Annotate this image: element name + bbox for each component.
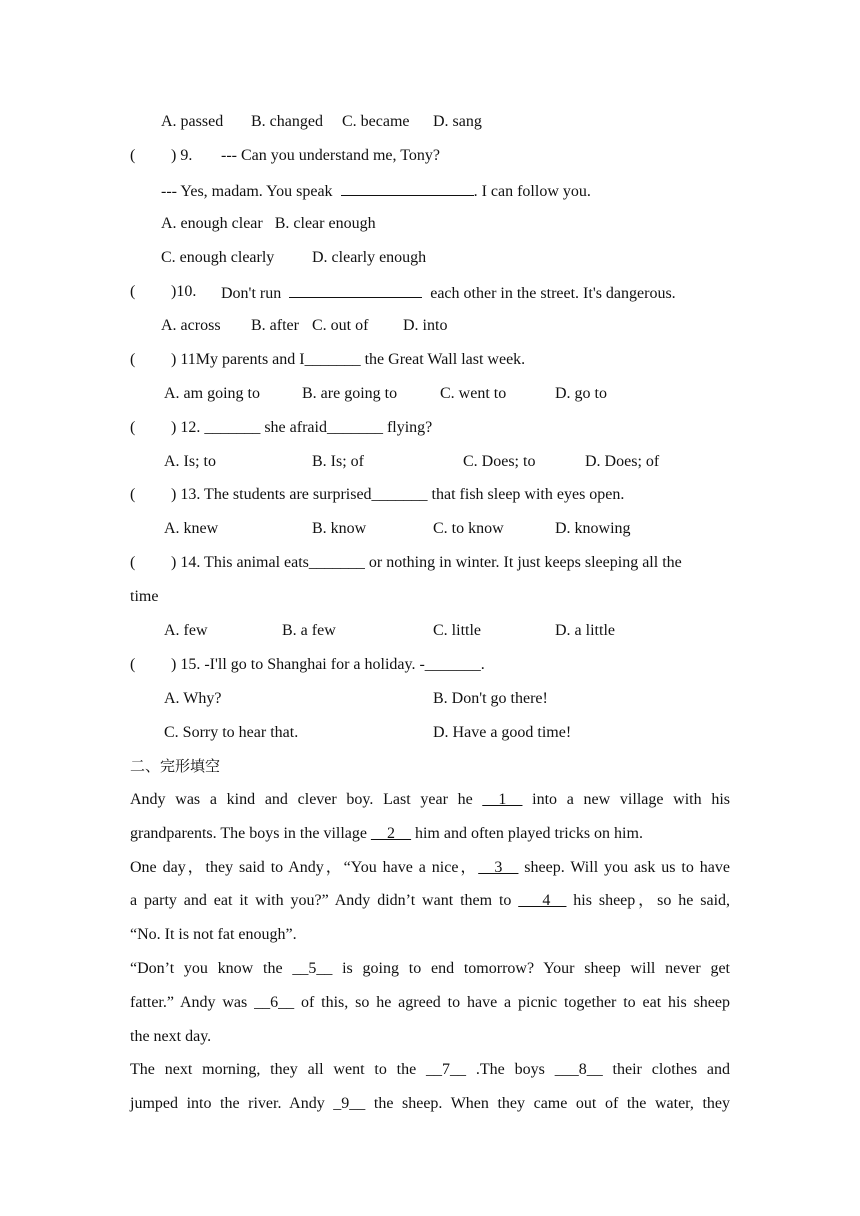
q12-option-d: D. Does; of	[585, 453, 660, 470]
q9-number: ) 9.	[171, 147, 193, 164]
q9-reply-after: . I can follow you.	[473, 183, 591, 200]
q14-option-c: C. little	[433, 622, 481, 639]
q12-option-a: A. Is; to	[164, 453, 216, 470]
q14-paren: (	[130, 554, 136, 571]
q10-number: )10.	[171, 283, 197, 300]
q12-option-b: B. Is; of	[312, 453, 364, 470]
cloze-text: Andy was a kind and clever boy. Last year he	[130, 791, 473, 808]
cloze-text: him and often played tricks on him.	[414, 825, 643, 842]
q14-text: ) 14. This animal eats_______ or nothing in winter. It just keeps sleeping all the	[171, 554, 682, 571]
q13-option-c: C. to know	[433, 520, 504, 537]
cloze-p2-line3: “No. It is not fat enough”.	[130, 926, 297, 943]
q11-option-b: B. are going to	[302, 385, 398, 402]
cloze-p3-line2: fatter.” Andy was __6__ of this, so he agreed to have a picnic together to eat his sheep	[130, 994, 730, 1011]
cloze-text: One day，they said to Andy，“You have a nice，	[130, 859, 479, 876]
q14-text-continued: time	[130, 588, 159, 605]
q11-option-c: C. went to	[440, 385, 507, 402]
q14-option-b: B. a few	[282, 622, 336, 639]
q10-before: Don't run	[221, 285, 282, 302]
q8-option-a: A. passed	[161, 113, 224, 130]
q15-option-d: D. Have a good time!	[433, 724, 572, 741]
q10-option-d: D. into	[403, 317, 448, 334]
section-heading-cloze: 二、完形填空	[130, 757, 221, 775]
q8-option-d: D. sang	[433, 113, 482, 130]
cloze-blank-2: __2__	[370, 825, 411, 842]
q8-option-b: B. changed	[251, 113, 323, 130]
q9-stem: --- Can you understand me, Tony?	[221, 147, 440, 164]
q12-paren: (	[130, 419, 136, 436]
cloze-p1-line2	[130, 824, 643, 844]
q9-options-row1: A. enough clear B. clear enough	[161, 215, 376, 232]
q11-option-d: D. go to	[555, 385, 607, 402]
q13-option-a: A. knew	[164, 520, 219, 537]
q8-option-c: C. became	[342, 113, 410, 130]
q14-option-d: D. a little	[555, 622, 615, 639]
q15-text: ) 15. -I'll go to Shanghai for a holiday. -_______.	[171, 656, 485, 673]
cloze-p4-line2: jumped into the river. Andy _9__ the sheep. When they came out of the water, they	[130, 1095, 730, 1112]
cloze-p4-line1: The next morning, they all went to the __7__ .The boys ___8__ their clothes and	[130, 1061, 730, 1078]
q10-after: each other in the street. It's dangerous.	[430, 285, 676, 302]
q15-paren: (	[130, 656, 136, 673]
cloze-p3-line1: “Don’t you know the __5__ is going to end tomorrow? Your sheep will never get	[130, 960, 730, 977]
q10-option-b: B. after	[251, 317, 299, 334]
q11-paren: (	[130, 351, 136, 368]
q13-option-b: B. know	[312, 520, 367, 537]
q10-stem	[221, 282, 676, 304]
q9-answer-blank	[341, 180, 474, 196]
q15-option-c: C. Sorry to hear that.	[164, 724, 299, 741]
cloze-p2-line1	[130, 858, 730, 878]
q13-text: ) 13. The students are surprised_______ that fish sleep with eyes open.	[171, 486, 625, 503]
cloze-blank-3: __3__	[478, 859, 519, 876]
cloze-text: grandparents. The boys in the village	[130, 825, 367, 842]
cloze-text: sheep. Will you ask us to have	[524, 859, 730, 876]
q14-option-a: A. few	[164, 622, 208, 639]
cloze-text: into a new village with his	[532, 791, 730, 808]
q9-reply	[161, 180, 591, 202]
q13-option-d: D. knowing	[555, 520, 631, 537]
cloze-p2-line2	[130, 891, 730, 911]
q15-option-b: B. Don't go there!	[433, 690, 548, 707]
q10-paren: (	[130, 283, 136, 300]
cloze-blank-1: __1__	[482, 791, 523, 808]
q10-answer-blank	[289, 282, 422, 298]
cloze-blank-4: ___4__	[518, 892, 567, 909]
q12-text: ) 12. _______ she afraid_______ flying?	[171, 419, 433, 436]
q11-option-a: A. am going to	[164, 385, 260, 402]
q9-reply-before: --- Yes, madam. You speak	[161, 183, 333, 200]
q12-option-c: C. Does; to	[463, 453, 536, 470]
q9-paren: (	[130, 147, 136, 164]
q15-option-a: A. Why?	[164, 690, 222, 707]
q11-text: ) 11My parents and I_______ the Great Wall last week.	[171, 351, 526, 368]
q10-option-a: A. across	[161, 317, 221, 334]
cloze-text: a party and eat it with you?” Andy didn’t want them to	[130, 892, 512, 909]
cloze-p3-line3: the next day.	[130, 1028, 212, 1045]
q13-paren: (	[130, 486, 136, 503]
q10-option-c: C. out of	[312, 317, 369, 334]
cloze-p1-line1	[130, 790, 730, 810]
cloze-text: his sheep，so he said,	[573, 892, 731, 909]
q9-option-d: D. clearly enough	[312, 249, 427, 266]
q9-option-c: C. enough clearly	[161, 249, 275, 266]
